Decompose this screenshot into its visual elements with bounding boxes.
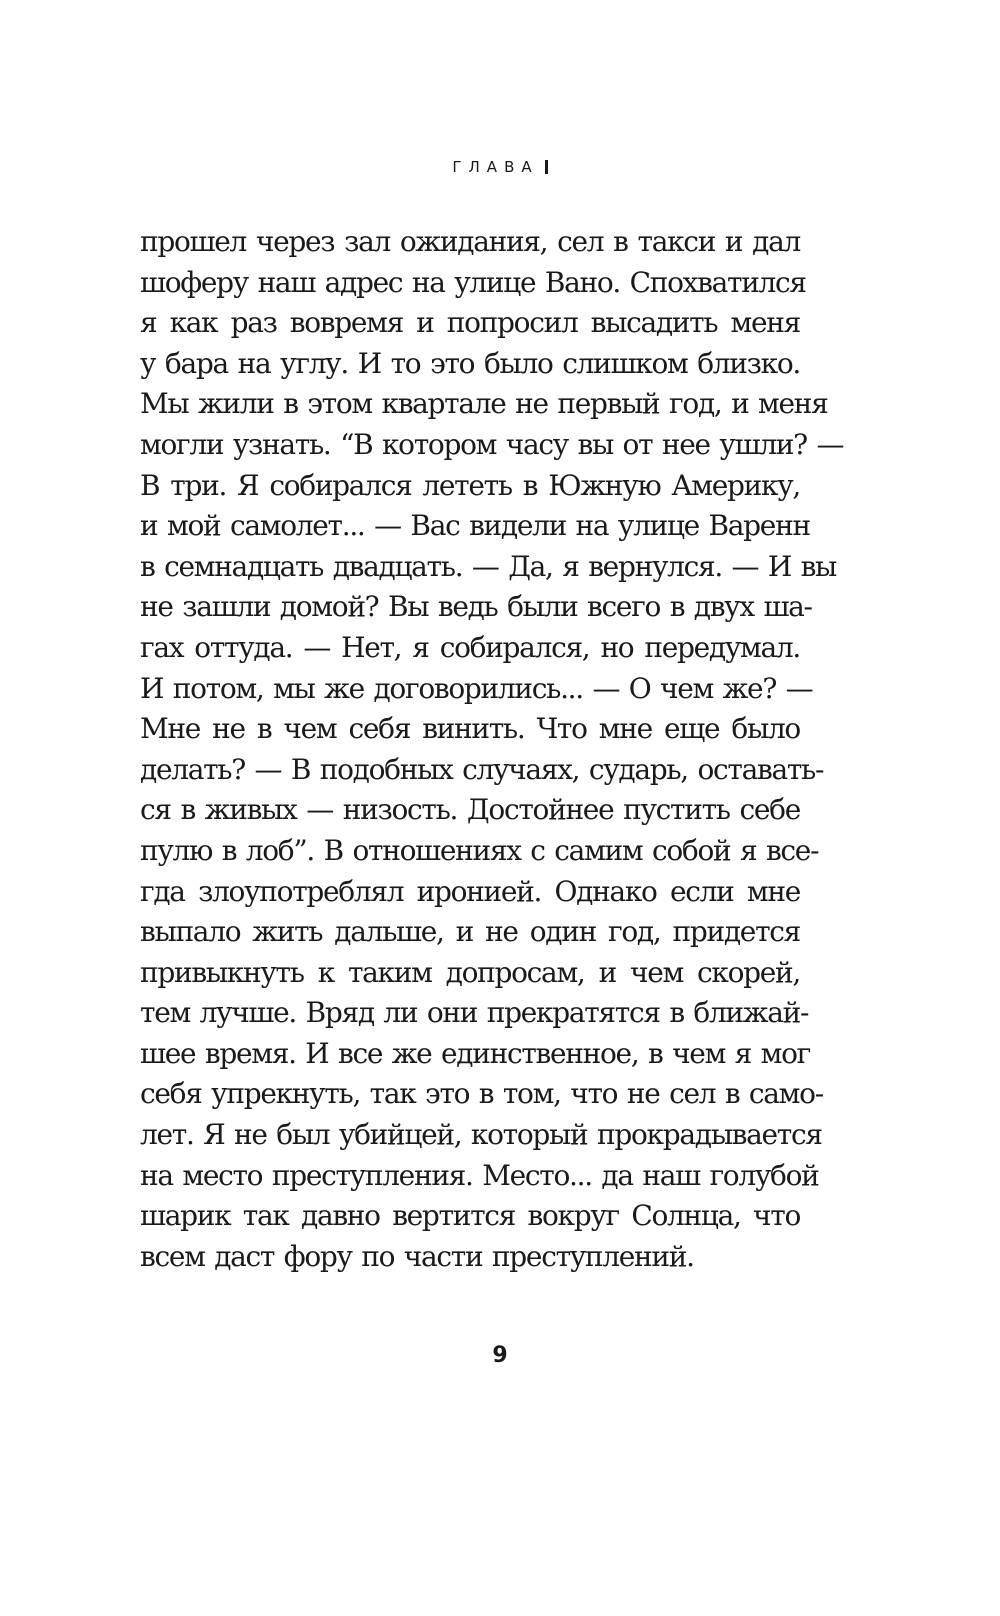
text-line: всем даст фору по части преступлений. — [140, 1239, 694, 1273]
text-line: на место преступления. Место... да наш голубой — [140, 1158, 819, 1192]
text-line: шарик так давно вертится вокруг Солнца, что — [140, 1199, 800, 1233]
text-line: привыкнуть к таким допросам, и чем скорей, — [140, 955, 800, 989]
text-line: я как раз вовремя и попросил высадить меня — [140, 306, 800, 340]
text-line: себя упрекнуть, так это в том, что не сел в само- — [140, 1077, 823, 1111]
text-line: пулю в лоб”. В отношениях с самим собой я все- — [140, 833, 819, 867]
chapter-number-bar — [545, 160, 548, 174]
body-text — [140, 222, 844, 1277]
text-line: делать? — В подобных случаях, сударь, оставать- — [140, 752, 824, 786]
text-line: шее время. И все же единственное, в чем я мог — [140, 1036, 811, 1070]
text-line: гда злоупотреблял иронией. Однако если мне — [140, 874, 800, 908]
text-line: могли узнать. “В котором часу вы от нее ушли? — — [140, 427, 844, 461]
text-line: В три. Я собирался лететь в Южную Америку, — [140, 468, 800, 502]
text-line: не зашли домой? Вы ведь были всего в двух ша- — [140, 590, 812, 624]
text-line: ся в живых — низость. Достойнее пустить себе — [140, 793, 800, 827]
text-line: Мы жили в этом квартале не первый год, и меня — [140, 387, 828, 421]
running-head — [0, 157, 1000, 177]
page-number: 9 — [492, 1343, 508, 1368]
text-line: выпало жить дальше, и не один год, придется — [140, 915, 800, 949]
text-line: И потом, мы же договорились... — О чем же? — — [140, 671, 813, 705]
text-line: тем лучше. Вряд ли они прекратятся в ближай- — [140, 996, 809, 1030]
text-line: гах оттуда. — Нет, я собирался, но передумал. — [140, 630, 800, 664]
text-line: в семнадцать двадцать. — Да, я вернулся. — И вы — [140, 549, 837, 583]
text-line: лет. Я не был убийцей, который прокрадывается — [140, 1118, 822, 1152]
text-line: у бара на углу. И то это было слишком близко. — [140, 346, 800, 380]
chapter-label: ГЛАВА — [452, 158, 539, 176]
text-line: и мой самолет... — Вас видели на улице Варенн — [140, 509, 810, 543]
text-line: прошел через зал ожидания, сел в такси и дал — [140, 225, 800, 258]
text-line: Мне не в чем себя винить. Что мне еще было — [140, 712, 800, 746]
text-line: шоферу наш адрес на улице Вано. Спохватился — [140, 265, 806, 299]
